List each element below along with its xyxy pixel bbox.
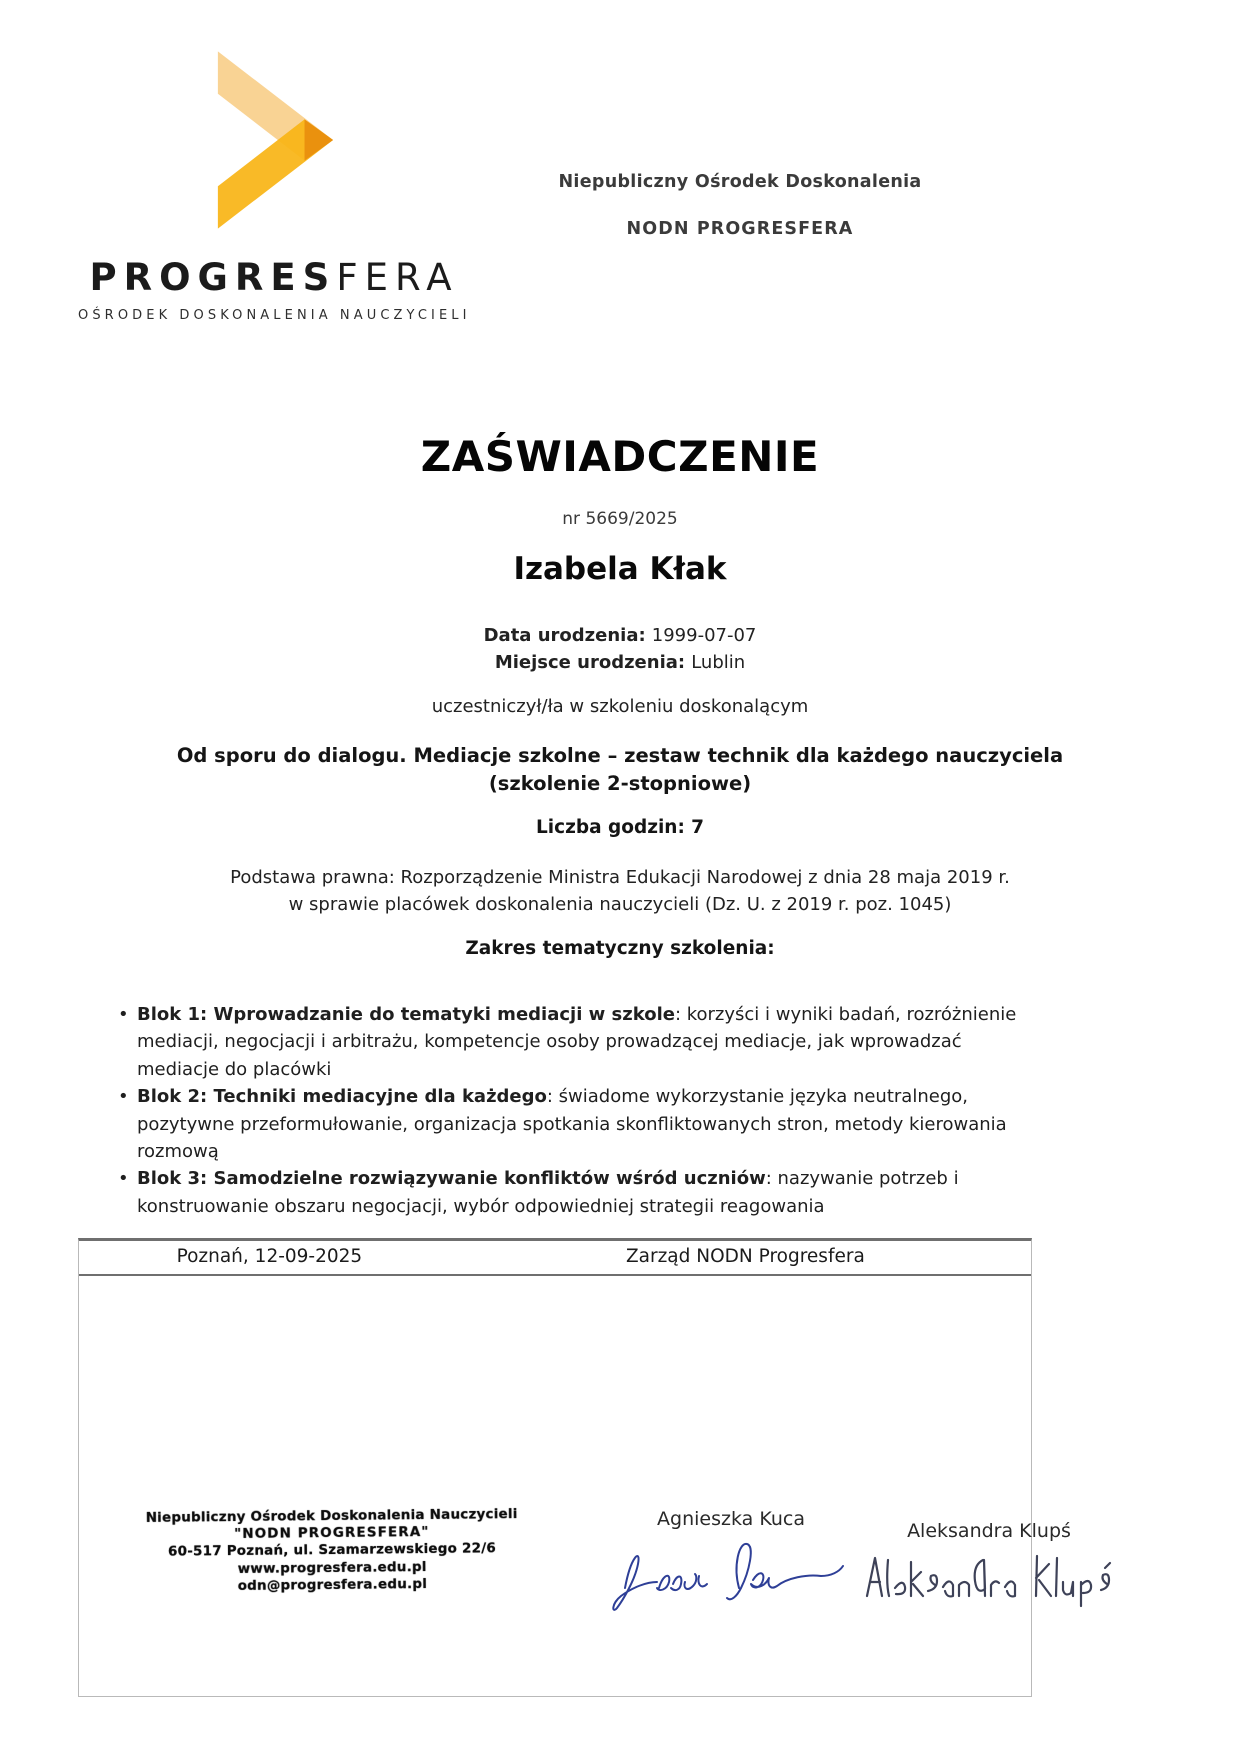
stamp-line-2: "NODN PROGRESFERA" xyxy=(234,1524,430,1543)
signatory-2-name: Aleksandra Klupś xyxy=(907,1520,1071,1542)
topics-list xyxy=(112,1001,1040,1220)
signature-table-header xyxy=(79,1241,1031,1276)
participation-statement: uczestniczył/ła w szkoleniu doskonalącym xyxy=(431,696,809,717)
topic-1-description: : korzyści i wyniki badań, rozróżnienie mediacji, negocjacji i arbitrażu, kompetencje osoby prowadzącej mediacje, jak wprowadzać mediacje do placówki xyxy=(137,1004,1017,1080)
issuer-line-1: Niepubliczny Ośrodek Doskonalenia xyxy=(558,172,922,192)
certificate-number: nr 5669/2025 xyxy=(562,509,678,529)
board-label: Zarząd NODN Progresfera xyxy=(625,1246,865,1267)
topic-item-2 xyxy=(112,1083,1040,1165)
topic-1-title: Blok 1: Wprowadzanie do tematyki mediacji w szkole xyxy=(137,1004,675,1025)
stamp-line-4: www.progresfera.edu.pl xyxy=(237,1558,427,1577)
signature-ink xyxy=(867,1556,1110,1606)
signature-ink xyxy=(613,1544,843,1610)
birth-date-value: 1999-07-07 xyxy=(651,625,757,646)
logo-chevron-icon xyxy=(210,50,338,230)
birth-place-row xyxy=(0,649,1240,676)
stamp-line-3: 60-517 Poznań, ul. Szamarzewskiego 22/6 xyxy=(167,1540,497,1561)
logo-word-bold: PROGRES xyxy=(89,256,337,299)
signature-agnieszka-kuca xyxy=(611,1532,851,1622)
topic-3-description: : nazywanie potrzeb i konstruowanie obszaru negocjacji, wybór odpowiedniej strategii reagowania xyxy=(137,1168,959,1217)
topic-3-title: Blok 3: Samodzielne rozwiązywanie konfliktów wśród uczniów xyxy=(137,1168,766,1190)
course-title xyxy=(0,742,1240,798)
legal-line-2: w sprawie placówek doskonalenia nauczycieli (Dz. U. z 2019 r. poz. 1045) xyxy=(288,894,952,915)
topic-item-3 xyxy=(112,1165,1040,1220)
course-title-line-2: (szkolenie 2-stopniowe) xyxy=(488,772,752,795)
birth-place-label: Miejsce urodzenia: xyxy=(494,652,686,673)
birth-date-row xyxy=(0,622,1240,649)
signature-table xyxy=(78,1238,1071,1697)
place-date: Poznań, 12-09-2025 xyxy=(176,1246,363,1267)
hours-row xyxy=(0,817,1240,838)
stamp-line-5: odn@progresfera.edu.pl xyxy=(237,1575,428,1594)
legal-line-1: Podstawa prawna: Rozporządzenie Ministra Edukacji Narodowej z dnia 28 maja 2019 r. xyxy=(230,867,1010,888)
birth-info xyxy=(0,622,1240,676)
certificate-title: ZAŚWIADCZENIE xyxy=(420,432,820,481)
official-stamp xyxy=(112,1506,553,1597)
logo-word-light: FERA xyxy=(336,256,459,299)
legal-basis xyxy=(0,864,1240,918)
topic-2-title: Blok 2: Techniki mediacyjne dla każdego xyxy=(137,1086,547,1108)
topics-heading: Zakres tematyczny szkolenia: xyxy=(465,938,775,959)
progresfera-logo xyxy=(78,50,470,323)
signature-table-body xyxy=(79,1276,1071,1696)
signature-aleksandra-klups xyxy=(861,1544,1117,1618)
signatory-1-name: Agnieszka Kuca xyxy=(657,1508,805,1530)
stamp-line-1: Niepubliczny Ośrodek Doskonalenia Nauczycieli xyxy=(145,1506,518,1526)
signatory-agnieszka-kuca xyxy=(591,1508,871,1622)
signatory-aleksandra-klups xyxy=(849,1520,1129,1618)
hours-label: Liczba godzin: xyxy=(535,817,685,838)
logo-wordmark xyxy=(78,256,470,299)
chevron-tip xyxy=(305,119,334,160)
course-title-line-1: Od sporu do dialogu. Mediacje szkolne – zestaw technik dla każdego nauczyciela xyxy=(176,744,1064,767)
issuer-line-2: NODN PROGRESFERA xyxy=(626,219,854,239)
issuer-block xyxy=(528,172,952,239)
topic-2-description: : świadome wykorzystanie języka neutralnego, pozytywne przeformułowanie, organizacja spotkania skonfliktowanych stron, metody kierowania rozmową xyxy=(137,1086,1007,1163)
birth-place-value: Lublin xyxy=(691,652,746,673)
birth-date-label: Data urodzenia: xyxy=(483,625,646,646)
recipient-name: Izabela Kłak xyxy=(513,551,727,587)
logo-subtitle: OŚRODEK DOSKONALENIA NAUCZYCIELI xyxy=(78,308,471,323)
hours-value: 7 xyxy=(691,817,705,838)
topic-item-1 xyxy=(112,1001,1040,1083)
